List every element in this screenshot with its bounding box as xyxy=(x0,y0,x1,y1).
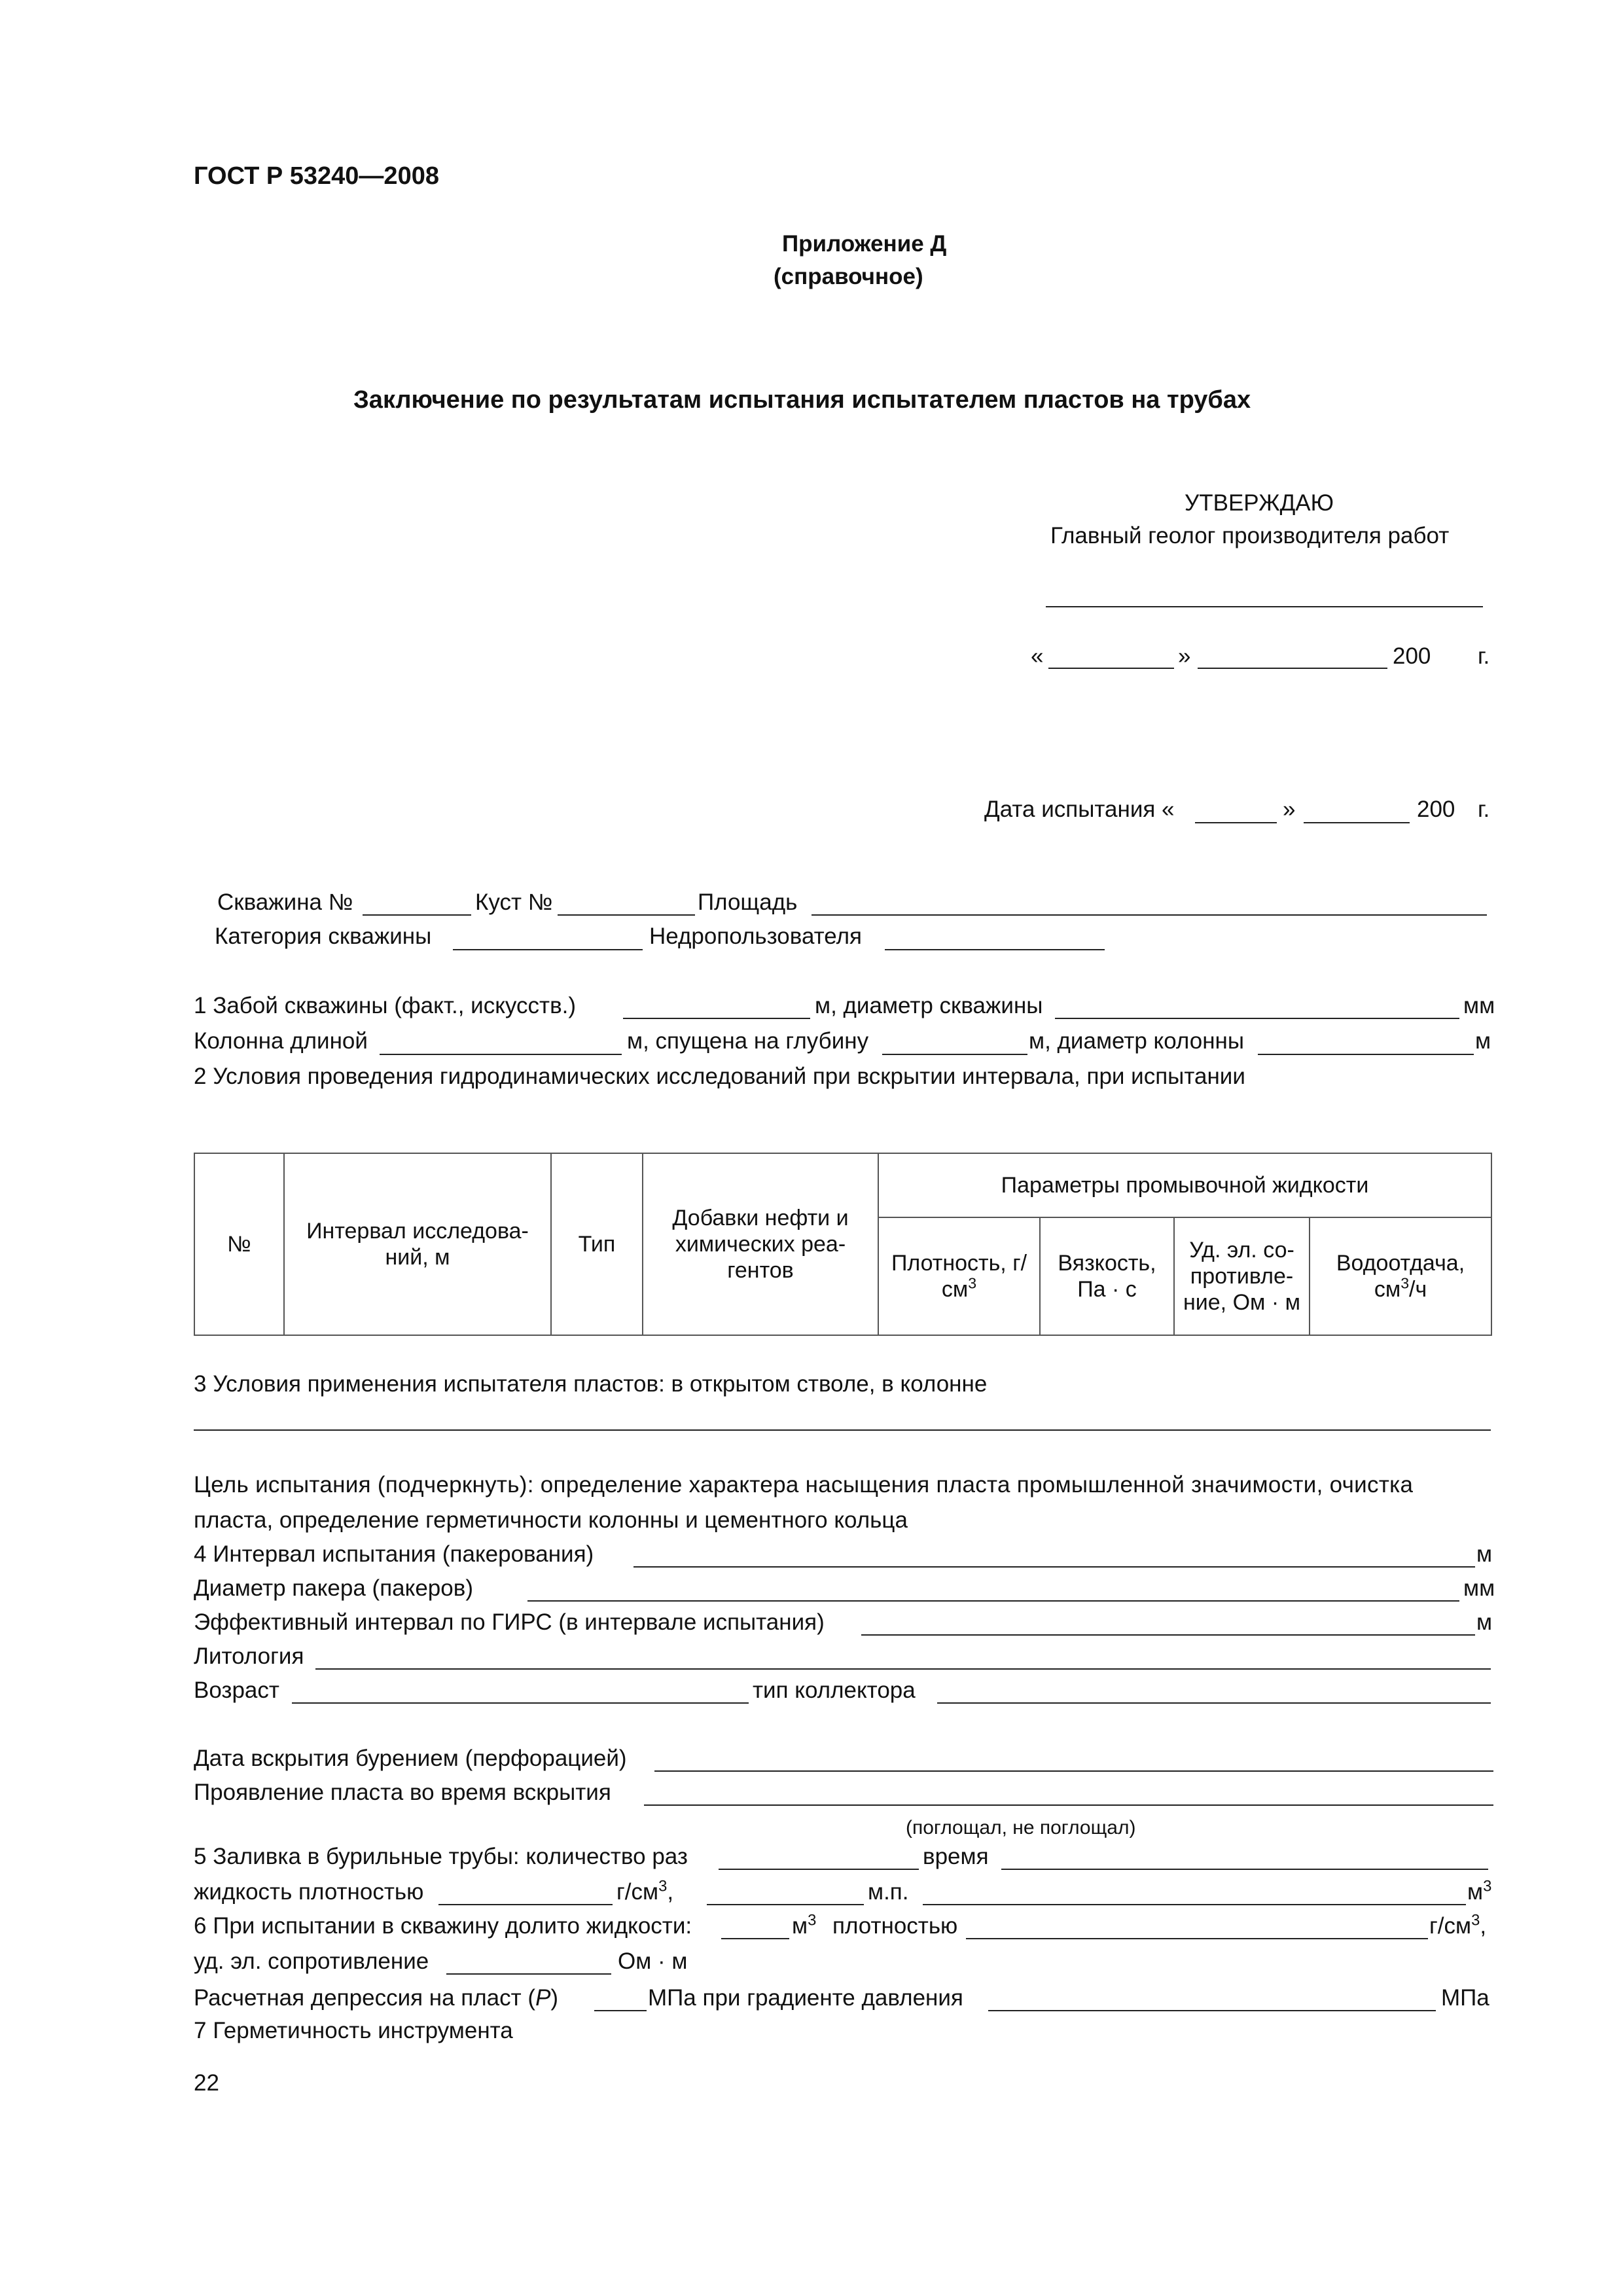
formation-manifest-blank xyxy=(644,1804,1493,1806)
topped-volume-unit: $м^3$ xyxy=(792,1911,817,1939)
packer-diameter-blank xyxy=(527,1600,1459,1602)
depression-label: Расчетная депрессия на пласт (P) xyxy=(194,1985,559,2011)
goal-line-2: пласта, определение герметичности колонны и цементного кольца xyxy=(194,1507,908,1533)
fluid-mp-blank xyxy=(707,1904,864,1905)
formation-manifest-label: Проявление пласта во время вскрытия xyxy=(194,1780,611,1805)
well-bottom-blank xyxy=(623,1018,810,1019)
resistivity-label: уд. эл. сопротивление xyxy=(194,1948,429,1974)
pressure-gradient-unit: МПа xyxy=(1441,1985,1489,2011)
approver-position: Главный геолог производителя работ xyxy=(1050,523,1450,548)
topped-density-blank xyxy=(966,1938,1428,1939)
appendix-kind: (справочное) xyxy=(774,264,923,289)
fluid-parameters-group-header: Параметры промывочной жидкости xyxy=(878,1153,1491,1217)
well-category-blank xyxy=(453,949,643,950)
column-length-label: Колонна длиной xyxy=(194,1028,368,1054)
approve-label: УТВЕРЖДАЮ xyxy=(1185,490,1334,516)
manifest-note: (поглощал, не поглощал) xyxy=(906,1817,1136,1839)
section3-blank-line xyxy=(194,1429,1491,1431)
column-length-blank xyxy=(380,1054,622,1055)
standard-header: ГОСТ Р 53240—2008 xyxy=(194,162,439,190)
col-number-header: № xyxy=(194,1153,284,1335)
column-diameter-blank xyxy=(1258,1054,1474,1055)
topped-density-unit: $г/см^3$, xyxy=(1429,1911,1487,1939)
approval-month-blank xyxy=(1198,668,1387,669)
col-additives-header: Добавки нефти и химических реа-гентов xyxy=(643,1153,878,1335)
column-diameter-label: м, диаметр колонны xyxy=(1029,1028,1245,1054)
col-interval-header: Интервал исследова-ний, м xyxy=(284,1153,551,1335)
column-diameter-unit: м xyxy=(1475,1028,1491,1054)
collector-type-blank xyxy=(937,1702,1491,1704)
fill-time-blank xyxy=(1001,1869,1488,1870)
effective-interval-unit: м xyxy=(1476,1609,1493,1635)
col-density-header: Плотность, $г/см^3$ xyxy=(878,1217,1040,1335)
packer-diameter-label: Диаметр пакера (пакеров) xyxy=(194,1575,473,1601)
section3-text: 3 Условия применения испытателя пластов: в открытом стволе, в колонне xyxy=(194,1371,988,1397)
flushing-fluid-table xyxy=(194,1153,1492,1336)
test-date-year-suffix: г. xyxy=(1478,797,1490,822)
col-resistivity-header: Уд. эл. со-противле-ние, Ом · м xyxy=(1174,1217,1310,1335)
approver-signature-line xyxy=(1046,606,1483,607)
collector-type-label: тип коллектора xyxy=(753,1677,916,1703)
fluid-volume-unit: $м^3$ xyxy=(1467,1877,1492,1905)
test-interval-label: 4 Интервал испытания (пакерования) xyxy=(194,1541,594,1567)
resistivity-unit: Ом · м xyxy=(618,1948,688,1974)
well-diameter-label: м, диаметр скважины xyxy=(815,993,1043,1018)
packer-diameter-unit: мм xyxy=(1463,1575,1495,1601)
subsoil-user-label: Недропользователя xyxy=(649,924,862,949)
fluid-mp-label: м.п. xyxy=(868,1879,909,1905)
well-diameter-blank xyxy=(1055,1018,1459,1019)
test-date-month-blank xyxy=(1304,822,1410,823)
fluid-density-label: жидкость плотностью xyxy=(194,1879,424,1905)
test-date-quote-close: » xyxy=(1283,797,1296,822)
column-depth-blank xyxy=(882,1054,1027,1055)
well-category-label: Категория скважины xyxy=(215,924,432,949)
pad-number-blank xyxy=(558,914,695,916)
test-date-label: Дата испытания « xyxy=(984,797,1175,822)
fill-count-label: 5 Заливка в бурильные трубы: количество раз xyxy=(194,1844,688,1869)
lithology-label: Литология xyxy=(194,1643,304,1669)
well-bottom-label: 1 Забой скважины (факт., искусств.) xyxy=(194,993,577,1018)
well-diameter-unit: мм xyxy=(1463,993,1495,1018)
area-blank xyxy=(812,914,1487,916)
fluid-density-blank xyxy=(438,1904,613,1905)
approval-quote-close: » xyxy=(1178,643,1191,669)
col-viscosity-header: Вязкость, Па · с xyxy=(1040,1217,1174,1335)
section7-text: 7 Герметичность инструмента xyxy=(194,2018,513,2043)
pad-number-label: Куст № xyxy=(475,889,553,915)
fluid-density-unit: $г/см^3$, xyxy=(616,1877,674,1905)
topped-volume-blank xyxy=(721,1938,789,1939)
test-interval-unit: м xyxy=(1476,1541,1493,1567)
test-interval-blank xyxy=(633,1566,1475,1568)
fill-time-label: время xyxy=(923,1844,989,1869)
test-date-year: 200 xyxy=(1417,797,1455,822)
test-date-day-blank xyxy=(1195,822,1277,823)
approval-year: 200 xyxy=(1393,643,1431,669)
effective-interval-label: Эффективный интервал по ГИРС (в интервале испытания) xyxy=(194,1609,825,1635)
pressure-gradient-label: МПа при градиенте давления xyxy=(648,1985,963,2011)
approval-year-suffix: г. xyxy=(1478,643,1490,669)
fluid-volume-blank xyxy=(923,1904,1466,1905)
document-title: Заключение по результатам испытания испытателем пластов на трубах xyxy=(353,386,1251,414)
col-type-header: Тип xyxy=(551,1153,643,1335)
well-number-blank xyxy=(363,914,471,916)
age-label: Возраст xyxy=(194,1677,279,1703)
col-water-loss-header: Водоотдача, $см^3/ч$ xyxy=(1310,1217,1491,1335)
page-number: 22 xyxy=(194,2070,219,2096)
topped-density-label: плотностью xyxy=(832,1913,958,1939)
column-lowered-label: м, спущена на глубину xyxy=(627,1028,869,1054)
approval-day-blank xyxy=(1048,668,1174,669)
resistivity-blank xyxy=(446,1973,611,1975)
opening-date-blank xyxy=(654,1770,1493,1772)
well-number-label: Скважина № xyxy=(217,889,353,915)
approval-quote-open: « xyxy=(1031,643,1044,669)
fill-count-blank xyxy=(719,1869,919,1870)
subsoil-user-blank xyxy=(885,949,1105,950)
section2-text: 2 Условия проведения гидродинамических исследований при вскрытии интервала, при испытании xyxy=(194,1064,1245,1089)
depression-blank xyxy=(594,2010,647,2011)
age-blank xyxy=(292,1702,749,1704)
area-label: Площадь xyxy=(698,889,798,915)
appendix-title: Приложение Д xyxy=(782,231,947,257)
effective-interval-blank xyxy=(861,1634,1475,1636)
topped-fluid-label: 6 При испытании в скважину долито жидкости: xyxy=(194,1913,692,1939)
goal-line-1: Цель испытания (подчеркнуть): определение характера насыщения пласта промышленной значимости, очистка xyxy=(194,1472,1414,1498)
pressure-gradient-blank xyxy=(988,2010,1436,2011)
opening-date-label: Дата вскрытия бурением (перфорацией) xyxy=(194,1746,627,1771)
lithology-blank xyxy=(315,1668,1491,1670)
